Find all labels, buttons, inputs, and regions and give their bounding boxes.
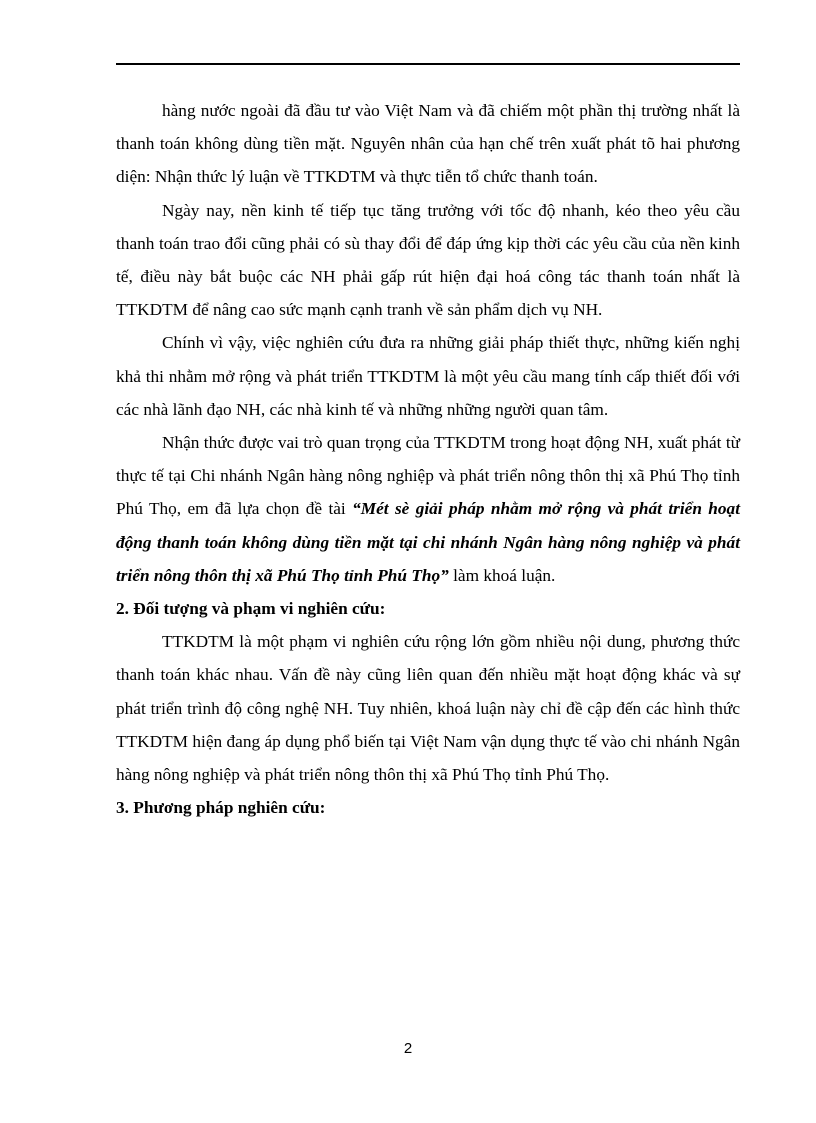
paragraph-continuation: hàng nước ngoài đã đầu tư vào Việt Nam và đã chiếm một phần thị trường nhất là thanh toán không dùng tiền mặt. Nguyên nhân của hạn chế trên xuất phát tõ hai phương diện: Nhận thức lý luận về TTKDTM và thực tiễn tổ chức thanh toán.	[116, 101, 740, 187]
paragraph-topic-choice	[116, 426, 740, 592]
paragraph-scope: TTKDTM là một phạm vi nghiên cứu rộng lớn gồm nhiều nội dung, phương thức thanh toán khác nhau. Vấn đề này cũng liên quan đến nhiều mặt hoạt động khác và sự phát triển trình độ công nghệ NH. Tuy nhiên, khoá luận này chỉ đề cập đến các hình thức TTKDTM hiện đang áp dụng phổ biến tại Việt Nam vận dụng thực tế vào chi nhánh Ngân hàng nông nghiệp và phát triển nông thôn thị xã Phú Thọ tỉnh Phú Thọ.	[116, 632, 740, 785]
section-heading-scope: 2. Đối tượng và phạm vi nghiên cứu:	[116, 599, 386, 619]
topic-intro-text: Nhận thức được vai trò quan trọng của TTKDTM trong hoạt động NH, xuất phát từ thực tế tại Chi nhánh Ngân hàng nông nghiệp và phát triển nông thôn thị xã Phú Thọ tỉnh Phú Thọ, em đã lựa chọn đề tài	[116, 433, 740, 519]
paragraph-therefore: Chính vì vậy, việc nghiên cứu đưa ra những giải pháp thiết thực, những kiến nghị khả thi nhằm mở rộng và phát triển TTKDTM là một yêu cầu mang tính cấp thiết đối với các nhà lãnh đạo NH, các nhà kinh tế và những những người quan tâm.	[116, 333, 740, 419]
document-body	[116, 94, 740, 824]
thesis-title: “Mét sè giải pháp nhằm mở rộng và phát triển hoạt động thanh toán không dùng tiền mặt tại chi nhánh Ngân hàng nông nghiệp và phát triển nông thôn thị xã Phú Thọ tỉnh Phú Thọ”	[116, 499, 740, 585]
section-heading-method: 3. Phương pháp nghiên cứu:	[116, 798, 326, 818]
page-number: 2	[403, 1040, 413, 1057]
paragraph-nowadays: Ngày nay, nền kinh tế tiếp tục tăng trưởng với tốc độ nhanh, kéo theo yêu cầu thanh toán trao đổi cũng phải có sù thay đổi để đáp ứng kịp thời các yêu cầu của nền kinh tế, điều này bắt buộc các NH phải gấp rút hiện đại hoá công tác thanh toán nhất là TTKDTM để nâng cao sức mạnh cạnh tranh về sản phẩm dịch vụ NH.	[116, 200, 740, 320]
header-rule	[116, 63, 740, 65]
topic-end-text: làm khoá luận.	[448, 565, 556, 585]
